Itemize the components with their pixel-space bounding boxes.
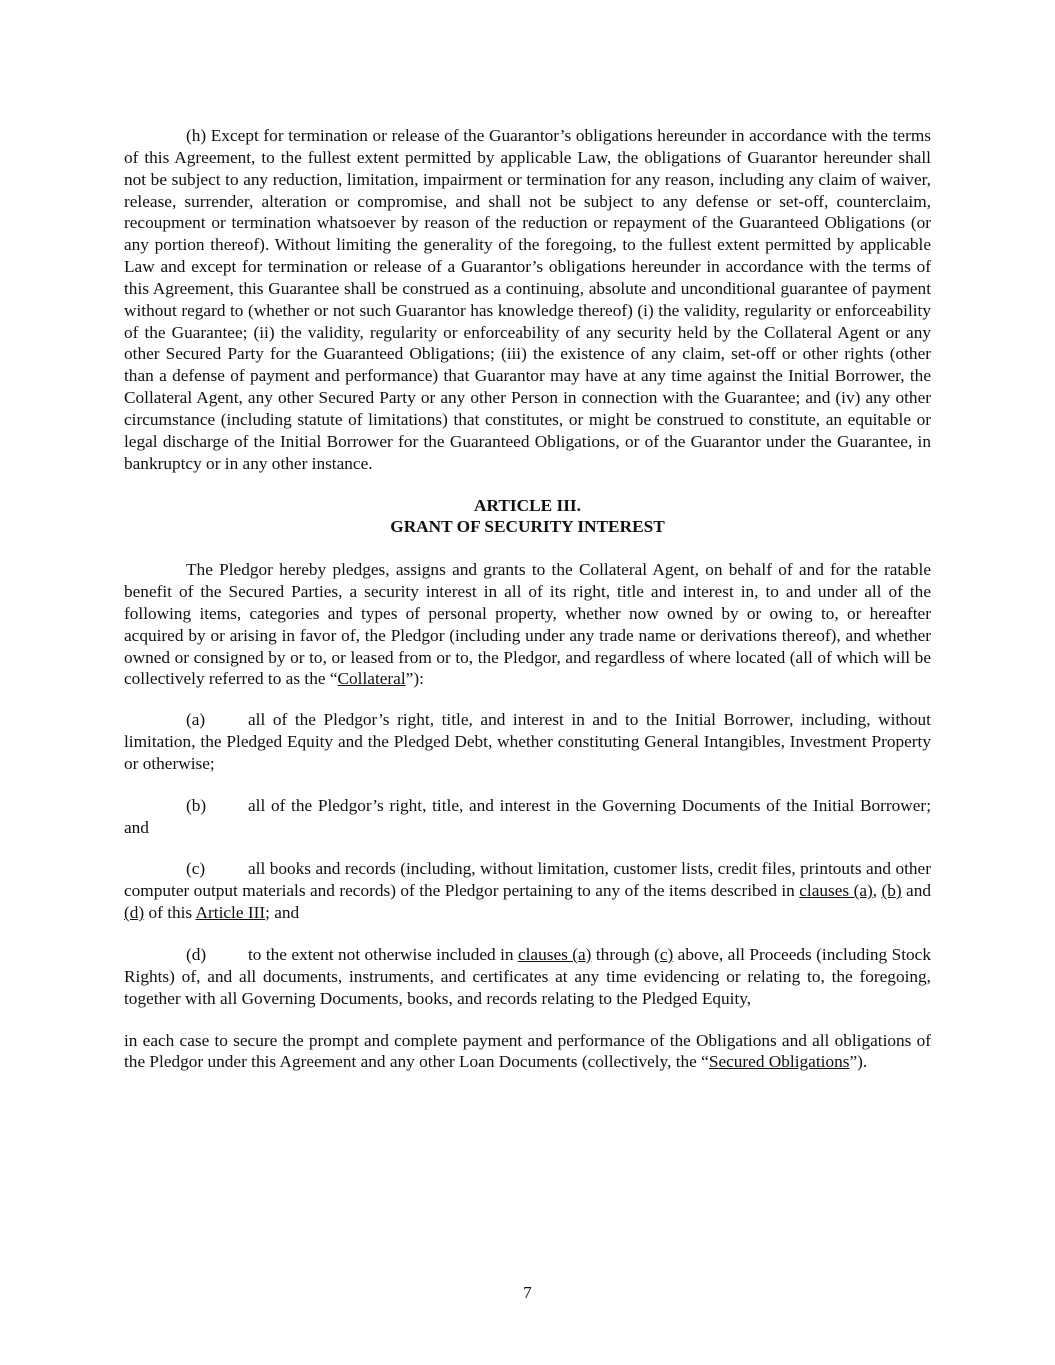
collateral-defined-term: Collateral	[337, 669, 406, 689]
clause-c-sep-1: ,	[872, 881, 882, 901]
article-heading	[124, 495, 931, 539]
article-number: ARTICLE III.	[474, 495, 581, 515]
clause-b-label: (b)	[186, 795, 207, 815]
clause-d-ref-clauses-a: clauses (a)	[517, 945, 592, 964]
secured-obligations-defined-term: Secured Obligations	[708, 1052, 850, 1072]
clause-d-label: (d)	[186, 945, 207, 964]
closing-paragraph	[124, 1030, 931, 1074]
clause-a-text: all of the Pledgor’s right, title, and interest in and to the Initial Borrower, including, without limitation, the Pledged Equity and the Pledged Debt, whether constituting General Intangibles, Investment Property or otherwise;	[124, 710, 931, 773]
clause-c-paragraph	[124, 858, 931, 924]
grant-intro-paragraph	[124, 559, 931, 690]
clause-c-text-before: all books and records (including, without limitation, customer lists, credit files, printouts and other computer output materials and records) of the Pledgor pertaining to any of the items described in	[124, 859, 931, 901]
clause-c-text-after: ; and	[265, 903, 300, 923]
clause-d-paragraph	[124, 944, 931, 1010]
clause-d-text-before: to the extent not otherwise included in	[248, 945, 518, 964]
clause-c-sep-3: of this	[144, 903, 196, 923]
clause-d-ref-c: (c)	[654, 945, 674, 964]
section-h-text: (h) Except for termination or release of the Guarantor’s obligations hereunder in accordance with the terms of this Agreement, to the fullest extent permitted by applicable Law, the obligations of Guarantor hereunder shall not be subject to any reduction, limitation, impairment or termination for any reason, including any claim of waiver, release, surrender, alteration or compromise, and shall not be subject to any defense or set-off, counterclaim, recoupment or termination whatsoever by reason of the reduction or repayment of the Guaranteed Obligations (or any portion thereof). Without limiting the generality of the foregoing, to the fullest extent permitted by applicable Law and except for termination or release of a Guarantor’s obligations hereunder in accordance with the terms of this Agreement, this Guarantee shall be construed as a continuing, absolute and unconditional guarantee of payment without regard to (whether or not such Guarantor has knowledge thereof) (i) the validity, regularity or enforceability of the Guarantee; (ii) the validity, regularity or enforceability of any security held by the Collateral Agent or any other Secured Party for the Guaranteed Obligations; (iii) the existence of any claim, set-off or other rights (other than a defense of payment and performance) that Guarantor may have at any time against the Initial Borrower, the Collateral Agent, any other Secured Party or any other Person in connection with the Guarantee; and (iv) any other circumstance (including statute of limitations) that constitutes, or might be construed to constitute, an equitable or legal discharge of the Initial Borrower for the Guaranteed Obligations, or of the Guarantor under the Guarantee, in bankruptcy or in any other instance.	[124, 126, 931, 473]
clause-c-ref-clauses-a: clauses (a)	[799, 881, 873, 901]
clause-d-text-after: above, all Proceeds (including Stock Rights) of, and all documents, instruments, and certificates at any time evidencing or relating to, the foregoing, together with all Governing Documents, books, and records relating to the Pledged Equity,	[124, 945, 931, 1008]
clause-c-sep-2: and	[901, 881, 932, 901]
intro-text-before: The Pledgor hereby pledges, assigns and grants to the Collateral Agent, on behalf of and for the ratable benefit of the Secured Parties, a security interest in all of its right, title and interest in, to and under all of the following items, categories and types of personal property, whether now owned by or owing to, or hereafter acquired by or arising in favor of, the Pledgor (including under any trade name or derivations thereof), and whether owned or consigned by or to, or leased from or to, the Pledgor, and regardless of where located (all of which will be collectively referred to as the “	[124, 560, 931, 689]
clause-a-paragraph	[124, 709, 931, 775]
intro-text-after: ”):	[405, 669, 424, 689]
clause-c-ref-d: (d)	[124, 903, 145, 923]
clause-a-label: (a)	[186, 710, 206, 730]
article-title: GRANT OF SECURITY INTEREST	[390, 517, 665, 537]
closing-text-after: ”).	[849, 1052, 868, 1072]
clause-b-paragraph	[124, 795, 931, 839]
document-page	[124, 125, 931, 1073]
clause-d-sep-1: through	[591, 945, 655, 964]
section-h-paragraph	[124, 125, 931, 475]
clause-c-ref-b: (b)	[881, 881, 902, 901]
clause-c-label: (c)	[186, 859, 206, 879]
clause-c-ref-article-iii: Article III	[195, 903, 266, 923]
clause-b-text: all of the Pledgor’s right, title, and interest in the Governing Documents of the Initial Borrower; and	[124, 795, 931, 837]
page-number: 7	[523, 1283, 532, 1302]
closing-text-before: in each case to secure the prompt and complete payment and performance of the Obligations and all obligations of the Pledgor under this Agreement and any other Loan Documents (collectively, the “	[124, 1030, 931, 1072]
